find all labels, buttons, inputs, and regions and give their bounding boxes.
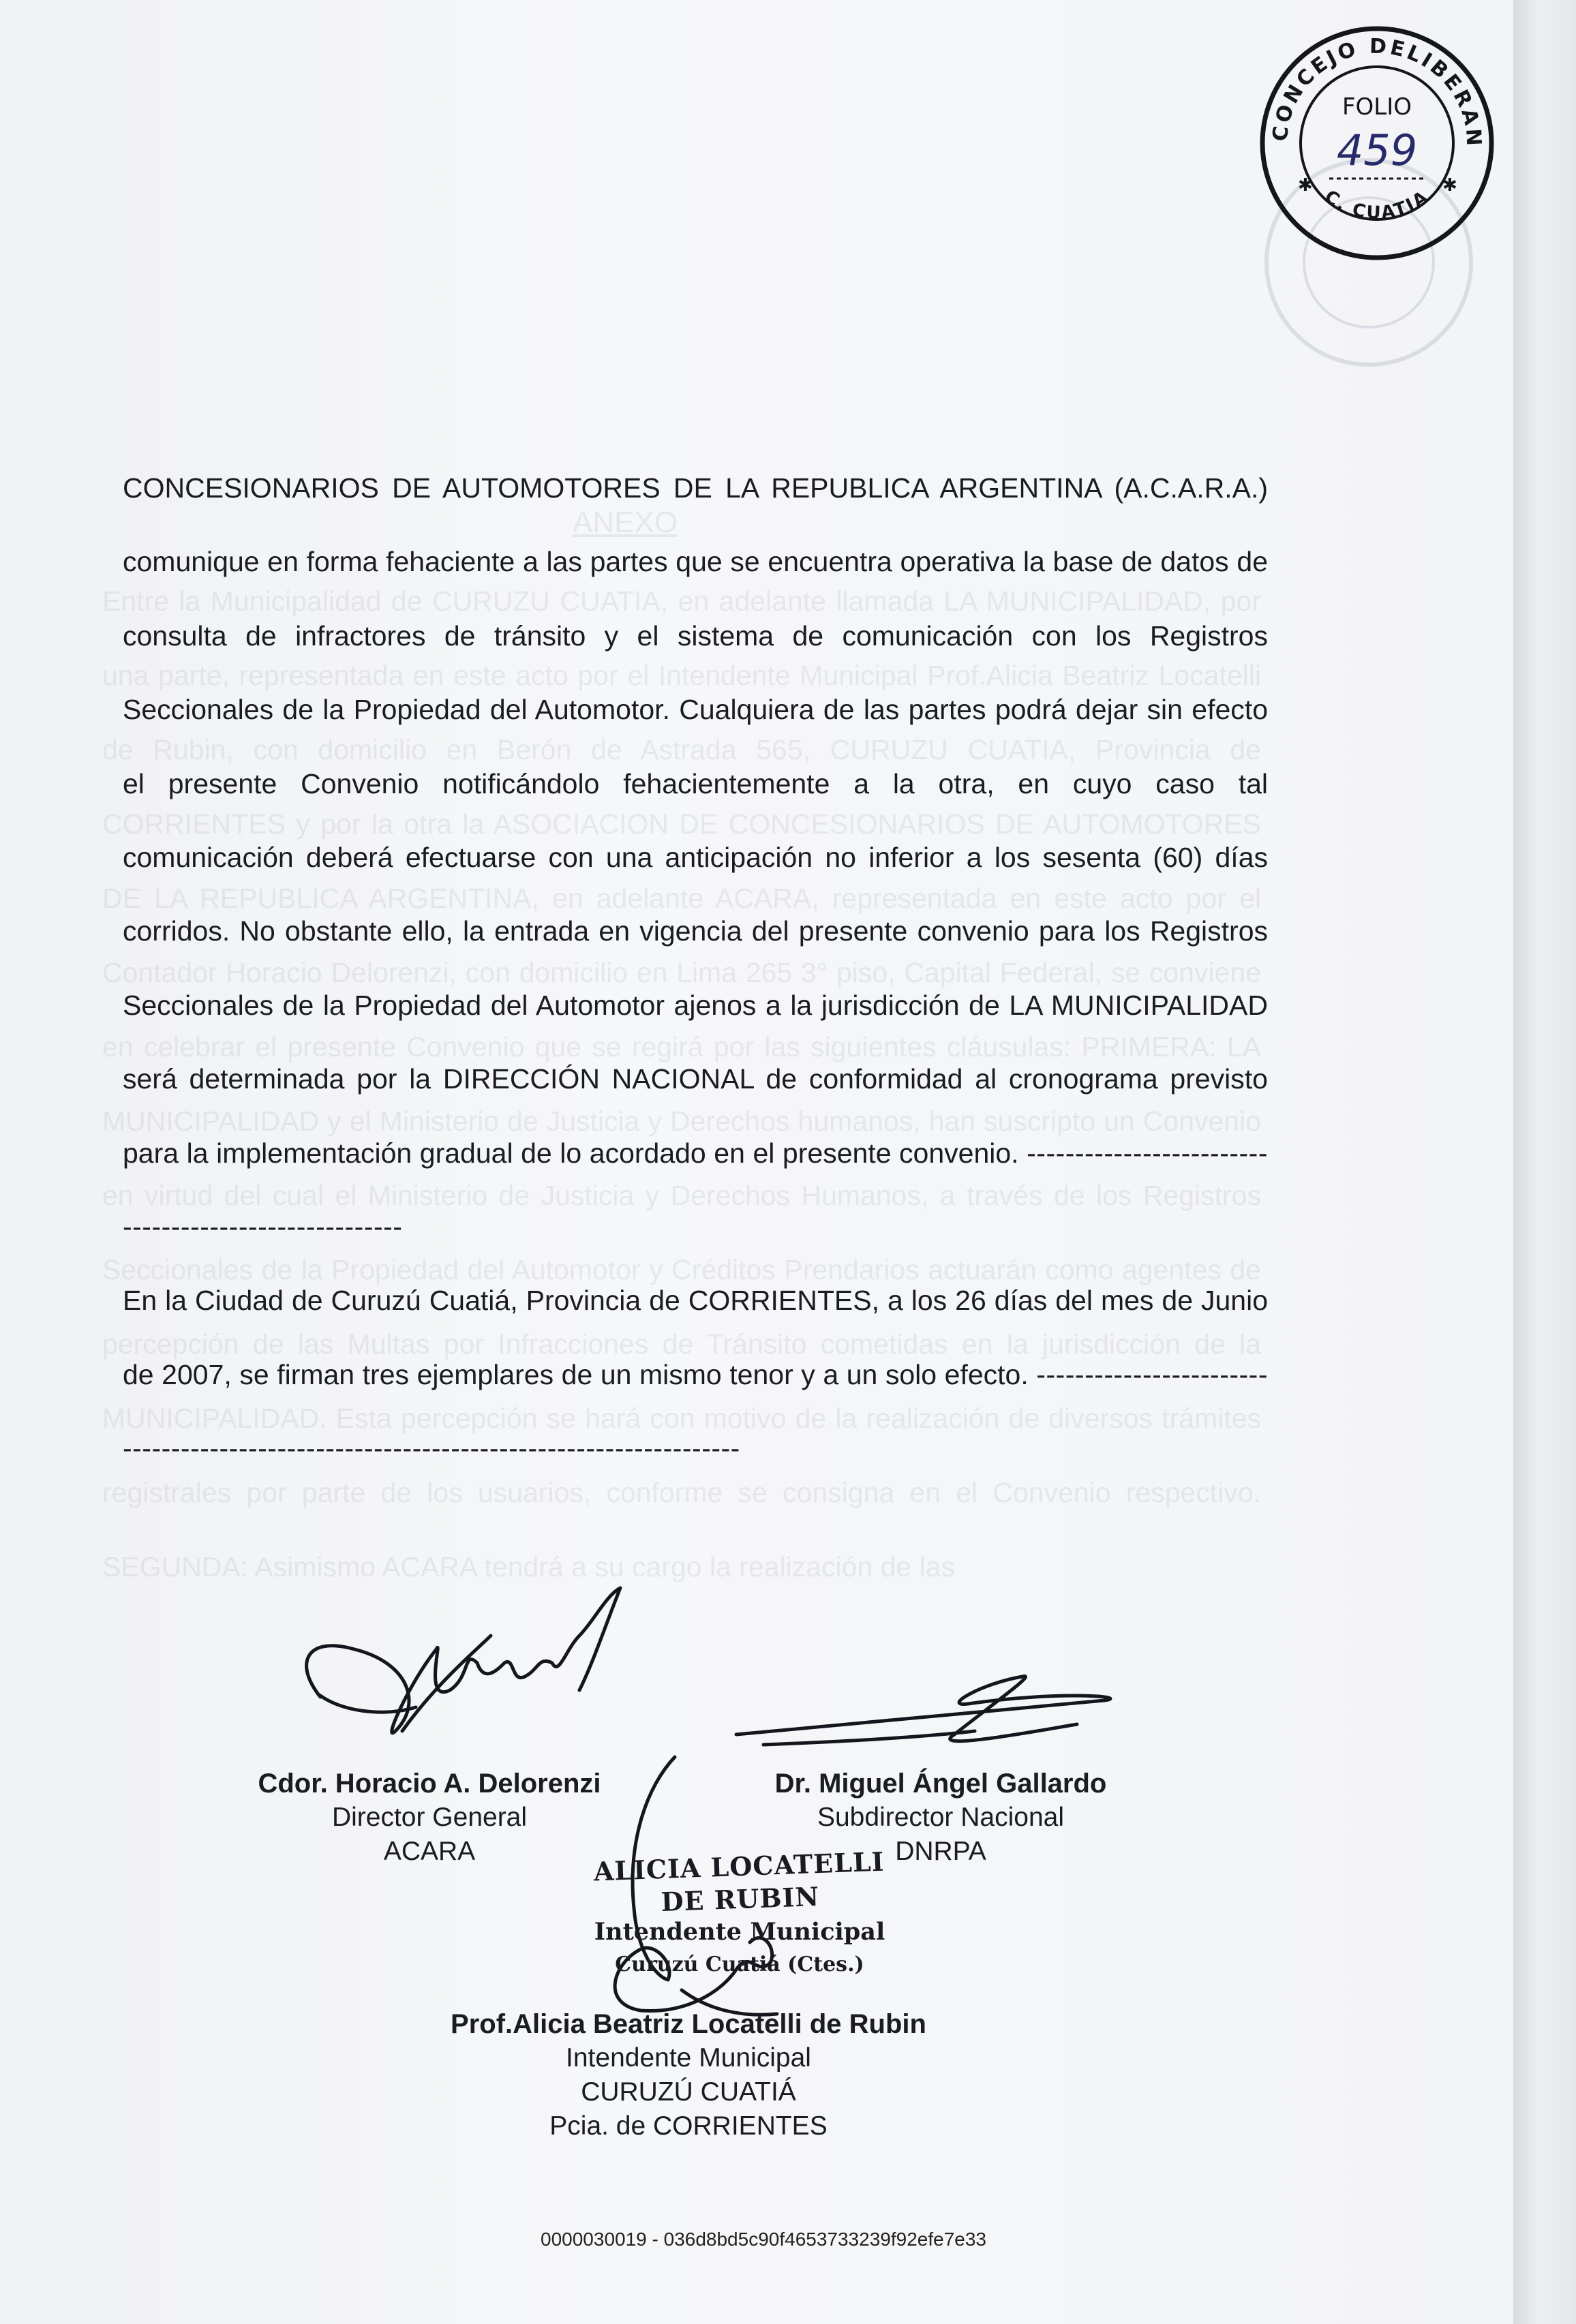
svg-text:✱: ✱	[1298, 175, 1313, 196]
signer-name: Cdor. Horacio A. Delorenzi	[258, 1769, 601, 1799]
seal-name: ALICIA LOCATELLI DE RUBIN	[593, 1846, 885, 1918]
signer-org: CURUZÚ CUATIÁ	[581, 2077, 796, 2107]
svg-text:C. CUATIA	[1320, 186, 1433, 224]
signer-org: DNRPA	[895, 1837, 986, 1866]
ghost-heading: ANEXO	[573, 506, 678, 539]
signer-name: Prof.Alicia Beatriz Locatelli de Rubin	[451, 2009, 926, 2039]
document-hash: 0000030019 - 036d8bd5c90f4653733239f92efe7e33	[541, 2229, 986, 2250]
document-body	[123, 451, 1268, 1486]
dash-fill: ----------------------------------------------------------------------------------------	[123, 1358, 1268, 1465]
signer-block-dnrpa	[736, 1767, 1145, 1869]
dash-fill: ------------------------------------------------------	[123, 1137, 1268, 1243]
paragraph-convenio-terms: CONCESIONARIOS DE AUTOMOTORES DE LA REPUBLICA ARGENTINA (A.C.A.R.A.) comunique en forma fehaciente a las partes que se encuentra operativa la base de datos de consulta de infractores de tránsito y el sistema de comunicación con los Registros Seccionales de la Propiedad del Automotor. Cualquiera de las partes podrá dejar sin efecto el presente Convenio notificándolo fehacientemente a la otra, en cuyo caso tal comunicación deberá efectuarse con una anticipación no inferior a los sesenta (60) días corridos. No obstante ello, la entrada en vigencia del presente convenio para los Registros Seccionales de la Propiedad del Automotor ajenos a la jurisdicción de LA MUNICIPALIDAD será determinada por la DIRECCIÓN NACIONAL de conformidad al cronograma previsto para la implementación gradual de lo acordado en el presente convenio. ------------------------------------------------------	[123, 472, 1268, 1243]
ghost-body: Entre la Municipalidad de CURUZU CUATIA, en adelante llamada LA MUNICIPALIDAD, por una parte, representada en este acto por el Intendente Municipal Prof.Alicia Beatriz Locatelli de Rubin, con domicilio en Berón de Astrada 565, CURUZU CUATIA, Provincia de CORRIENTES y por la otra la ASOCIACION DE CONCESIONARIOS DE AUTOMOTORES DE LA REPUBLICA ARGENTINA, en adelante ACARA, representada en este acto por el Contador Horacio Delorenzi, con domicilio en Lima 265 3° piso, Capital Federal, se conviene en celebrar el presente Convenio que se regirá por las siguientes cláusulas: PRIMERA: LA MUNICIPALIDAD y el Ministerio de Justicia y Derechos humanos, han suscripto un Convenio en virtud del cual el Ministerio de Justicia y Derechos Humanos, a través de los Registros Seccionales de la Propiedad del Automotor y Créditos Prendarios actuarán como agentes de percepción de las Multas por Infracciones de Tránsito cometidas en la jurisdicción de la MUNICIPALIDAD. Esta percepción se hará con motivo de la realización de diversos trámites registrales por parte de los usuarios, conforme se consigna en el Convenio respectivo. SEGUNDA: Asimismo ACARA tendrá a su cargo la realización de las	[102, 585, 1261, 1583]
stamp-bottom-text: C. CUATIA	[1320, 186, 1434, 224]
seal-title: Intendente Municipal	[594, 1918, 885, 1946]
stamp-label: FOLIO	[1342, 93, 1412, 121]
stamp-top-text: CONCEJO DELIBERAN	[1268, 34, 1486, 149]
signer-title: Subdirector Nacional	[817, 1803, 1065, 1832]
seal-place: Curuzú Cuatiá (Ctes.)	[615, 1953, 864, 1976]
signer-org: ACARA	[383, 1837, 476, 1866]
page-edge	[1513, 0, 1576, 2324]
municipal-seal	[576, 1846, 903, 1981]
folio-stamp	[1254, 20, 1500, 266]
svg-text:✱: ✱	[1442, 175, 1457, 196]
signer-title: Director General	[331, 1803, 528, 1832]
signer-place: Pcia. de CORRIENTES	[549, 2111, 828, 2141]
signer-block-municipalidad	[409, 2007, 968, 2143]
signer-block-acara	[225, 1767, 634, 1869]
folio-number: 459	[1336, 125, 1418, 175]
paragraph-closing: En la Ciudad de Curuzú Cuatiá, Provincia de CORRIENTES, a los 26 días del mes de Junio de 2007, se firman tres ejemplares de un mismo tenor y a un solo efecto. ----------------------------------------------------------------------------------------	[123, 1285, 1268, 1465]
signer-name: Dr. Miguel Ángel Gallardo	[774, 1769, 1107, 1799]
signer-title: Intendente Municipal	[566, 2043, 811, 2073]
